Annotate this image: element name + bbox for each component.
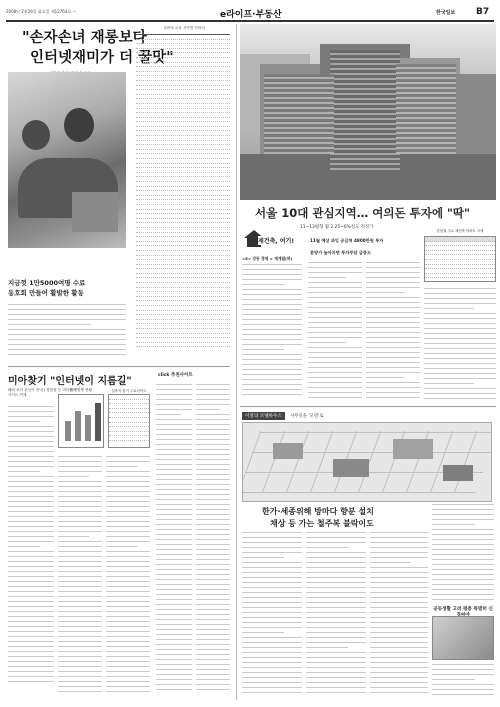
column-divider (236, 24, 237, 700)
article3-col-4 (432, 504, 494, 604)
apartment-photo (240, 24, 496, 200)
subheading-2: 동호회 만들어 활발한 활동 (8, 289, 84, 297)
price-table (424, 236, 496, 282)
model-house-badge: 이달의 모델하우스 (242, 412, 285, 420)
article-missing-children (8, 366, 230, 701)
missing-chart-title: 미아발생 현황 (70, 388, 92, 392)
header-rule (6, 20, 494, 22)
missing-chart (58, 394, 104, 448)
article3-headline-1: 한가·세종위해 방마다 향분 설치 (262, 507, 374, 516)
headline-line-2: 인터넷재미가 더 꿀맛" (30, 49, 174, 66)
interior-photo (432, 616, 494, 660)
realestate-subhead: 11~13평형 월 2.25~6%정도 적정가 (300, 225, 374, 230)
headline-line-1: "손자손녀 재롱보다 (22, 29, 147, 46)
floorplan-image (242, 422, 492, 502)
seniors-photo (8, 72, 126, 248)
sidebar-title: <5> 강동 경제 × 재개발(하) (242, 256, 293, 261)
tag-label: 재건축, 여기! (258, 238, 295, 245)
body-text-col-3 (8, 304, 126, 360)
realestate-col-4 (424, 288, 496, 402)
article2-col-4 (156, 384, 192, 696)
click-label: click 추천사이트 (158, 373, 193, 378)
article3-col-1 (242, 532, 302, 700)
article3-col-2 (306, 532, 366, 700)
table-title: 실버넷 교육 지역별 연락처 (163, 26, 205, 30)
reconstruction-tag (242, 222, 296, 250)
subheading-1: 지금껏 1만5000여명 수료 (8, 279, 86, 287)
article2-col-1 (8, 406, 54, 696)
model-house-badge-2: 사무실을 '모델'로 (290, 414, 324, 419)
page-number: B7 (476, 7, 490, 17)
contact-table (136, 34, 230, 359)
paper-name: 한국일보 (436, 10, 456, 16)
article3-headline-2: 채상 등 가는 철주복 블락이도 (270, 519, 374, 528)
realestate-headline: 서울 10대 관심지역… 여의돈 투자에 "딱" (255, 206, 471, 220)
article2-title: 미아찾기 "인터넷이 지름길" (8, 376, 132, 387)
article3-col-5 (432, 664, 494, 700)
page-header (6, 6, 494, 20)
price-table-title: 강남권 주요 재건축 아파트 시세 (436, 229, 484, 233)
section-title: e라이프·부동산 (220, 10, 282, 20)
article2-intro: 해외 보다 관심이 증대 / 경찰청 등 미아찾기 사이트 연계 (8, 388, 77, 397)
sidebar2-title: 11월 예상 과잉 공급처 4800만원 투자 (310, 238, 384, 243)
article2-col-5 (196, 384, 230, 696)
realestate-col-1 (242, 264, 302, 400)
sites-table (108, 394, 150, 448)
header-date: 2008년 2월26일 화요일 제12764호 ㅅ (6, 9, 77, 14)
article2-col-3 (106, 456, 150, 696)
article3-col-3 (370, 532, 428, 700)
article2-col-2 (58, 456, 102, 696)
sites-table-title: 실종자 찾기 주요사이트 (111, 389, 147, 393)
sidebar3-title: 분양가 높아지면 투자부담 급증도 (310, 250, 372, 255)
realestate-col-3 (366, 262, 420, 402)
article3-caption: 공동생활 고려 평층 특별히 신 (433, 607, 493, 612)
realestate-col-2 (308, 262, 362, 402)
